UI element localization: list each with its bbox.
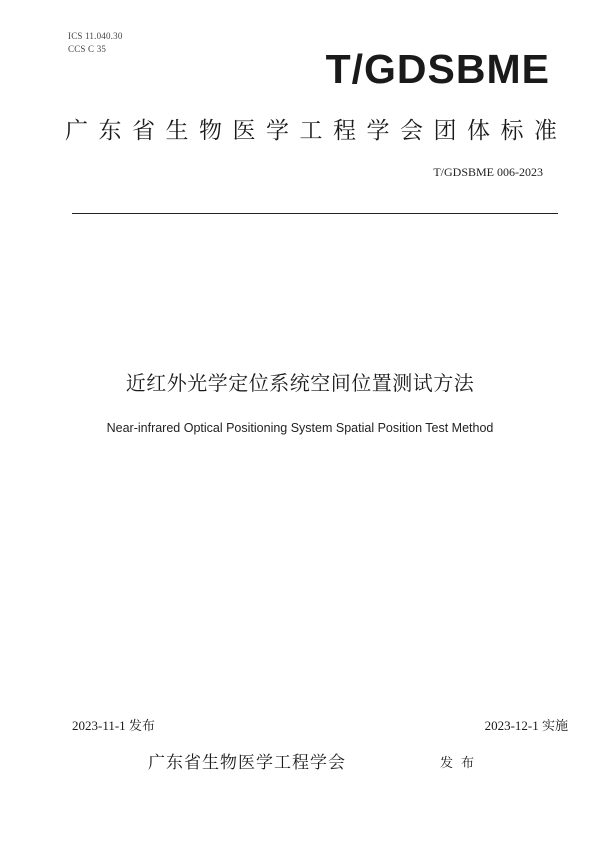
publish-label: 发布 xyxy=(440,756,483,771)
ccs-code: CCS C 35 xyxy=(68,44,107,54)
ics-code: ICS 11.040.30 xyxy=(68,31,123,41)
issue-date: 2023-11-1 发布 xyxy=(72,718,155,733)
document-title-chinese: 近红外光学定位系统空间位置测试方法 xyxy=(125,371,475,395)
document-title-english: Near-infrared Optical Positioning System Spatial Position Test Method xyxy=(106,421,494,435)
publisher-name: 广东省生物医学工程学会 xyxy=(148,753,346,773)
organization-standard-title: 广东省生物医学工程学会团体标准 xyxy=(65,118,568,144)
standard-number: T/GDSBME 006-2023 xyxy=(433,165,543,179)
header-divider xyxy=(72,213,558,214)
standard-brand: T/GDSBME xyxy=(325,46,550,92)
implementation-date: 2023-12-1 实施 xyxy=(484,718,568,733)
